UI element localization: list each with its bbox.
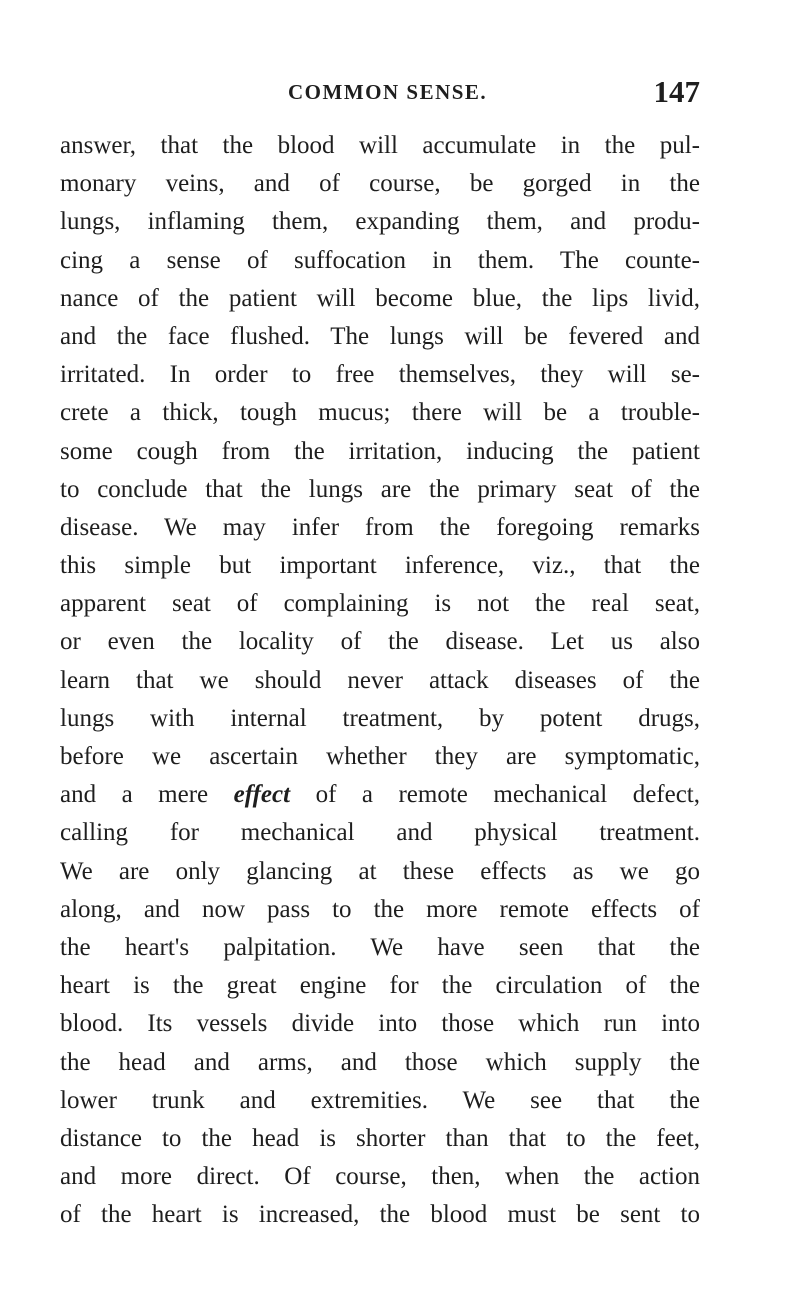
text-line: the head and arms, and those which supply the	[60, 1048, 700, 1076]
text-line: lungs, inflaming them, expanding them, and produ-	[60, 208, 700, 236]
text-line: and more direct. Of course, then, when the action	[60, 1163, 700, 1191]
text-line: heart is the great engine for the circulation of the	[60, 972, 700, 1000]
text-line: cing a sense of suffocation in them. The counte-	[60, 246, 700, 274]
text-line: or even the locality of the disease. Let us also	[60, 628, 700, 656]
text-line: before we ascertain whether they are symptomatic,	[60, 743, 700, 770]
page-number: 147	[653, 74, 700, 109]
running-head	[60, 76, 700, 112]
text-line: blood. Its vessels divide into those which run into	[60, 1010, 700, 1038]
text-line: irritated. In order to free themselves, they will se-	[60, 361, 700, 389]
text-line: and the face flushed. The lungs will be fevered and	[60, 322, 700, 350]
text-line: lower trunk and extremities. We see that the	[60, 1086, 700, 1114]
text-line: some cough from the irritation, inducing the patient	[60, 437, 700, 465]
text-line: nance of the patient will become blue, the lips livid,	[60, 284, 700, 312]
text-line: monary veins, and of course, be gorged in the	[60, 170, 700, 198]
text-line: learn that we should never attack diseases of the	[60, 666, 700, 694]
running-title: COMMON SENSE.	[288, 80, 488, 104]
text-line: calling for mechanical and physical treatment.	[60, 819, 700, 847]
emphasis-word: effect	[233, 781, 291, 809]
text-line: along, and now pass to the more remote effects of	[60, 895, 700, 923]
text-line: distance to the head is shorter than that to the feet,	[60, 1124, 700, 1152]
text-line: disease. We may infer from the foregoing remarks	[60, 513, 700, 541]
text-line: answer, that the blood will accumulate in the pul-	[60, 132, 700, 159]
text-line: of the heart is increased, the blood must be sent to	[60, 1201, 700, 1229]
text-line: lungs with internal treatment, by potent drugs,	[60, 704, 700, 732]
text-line: this simple but important inference, viz., that the	[60, 552, 700, 580]
body-text	[60, 127, 700, 1234]
text-line: to conclude that the lungs are the primary seat of the	[60, 475, 700, 503]
text-line: We are only glancing at these effects as we go	[60, 857, 700, 885]
text-line: crete a thick, tough mucus; there will be a trouble-	[60, 399, 700, 427]
text-line: the heart's palpitation. We have seen that the	[60, 933, 700, 961]
line-before-emphasis: and a mere	[60, 781, 234, 809]
line-after-emphasis: of a remote mechanical defect,	[290, 781, 700, 809]
text-line: apparent seat of complaining is not the real seat,	[60, 590, 700, 618]
text-line-with-emphasis	[60, 776, 700, 814]
